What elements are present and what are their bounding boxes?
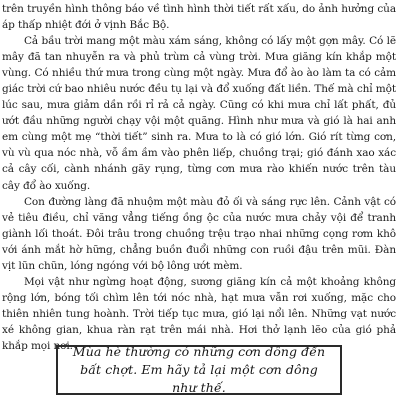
exercise-prompt-box (56, 345, 342, 395)
paragraph-3: Con đường làng đã nhuộm một màu đỏ ối và sáng rực lên. Cảnh vật có vẻ tiêu điều, chỉ văng vẳng tiếng ồng ộc của nước mưa chảy vội để tranh giành lối thoát. Đôi trâu trong chuồng trệu trạo nhai những cọng rơm khô với ánh mắt hờ hững, chẳng buồn đuổi những con ruồi đậu trên mũi. Đàn vịt lũn chũn, lóng ngóng với bộ lông ướt mèm. (2, 195, 396, 272)
paragraph-1: trên truyền hình thông báo về tình hình thời tiết rất xấu, do ảnh hưởng của áp thấp nhiệt đới ở vịnh Bắc Bộ. (2, 3, 396, 32)
exercise-prompt-text: Mùa hè thường có những cơn dông đến bất chợt. Em hãy tả lại một cơn dông như thế. (72, 344, 326, 395)
paragraph-2: Cả bầu trời mang một màu xám sáng, không có lấy một gợn mây. Có lẽ mây đã tan nhuyễn ra và phủ trùm cả vùng trời. Mưa giăng kín khắp một vùng. Có nhiều thứ mưa trong cùng một ngày. Mưa đổ ào ào làm ta có cảm giác trời cứ bao nhiêu nước đều tụ lại và đổ xuống đất liền. Thế mà chỉ một lúc sau, mưa giảm dần rồi rỉ rả cả ngày. Cũng có khi mưa chỉ lất phất, đủ ướt đầu những người chạy vội một quãng. Hình như mưa và gió là hai anh em cùng một mẹ “thời tiết” sinh ra. Mưa to là có gió lớn. Gió rít từng cơn, vù vù qua nóc nhà, vỗ ầm ầm vào phên liếp, chuồng trại; gió đánh xao xác cả cây cối, cành nhánh gãy rụng, từng cơn mưa rào khiến nước trên tàu cây đổ ào xuống. (2, 35, 396, 192)
document-body (2, 1, 396, 354)
paragraph-4: Mọi vật như ngừng hoạt động, sương giăng kín cả một khoảng không rộng lớn, bóng tối chìm lên tới nóc nhà, hạt mưa vẫn rơi xuống, mặc cho thiên nhiên tung hoành. Trời tiếp tục mưa, gió lại nổi lên. Những vạt nước xé không gian, khua ràn rạt trên mái nhà. Hơi thở lạnh lẽo của gió phả khắp mọi nơi. (2, 275, 396, 352)
